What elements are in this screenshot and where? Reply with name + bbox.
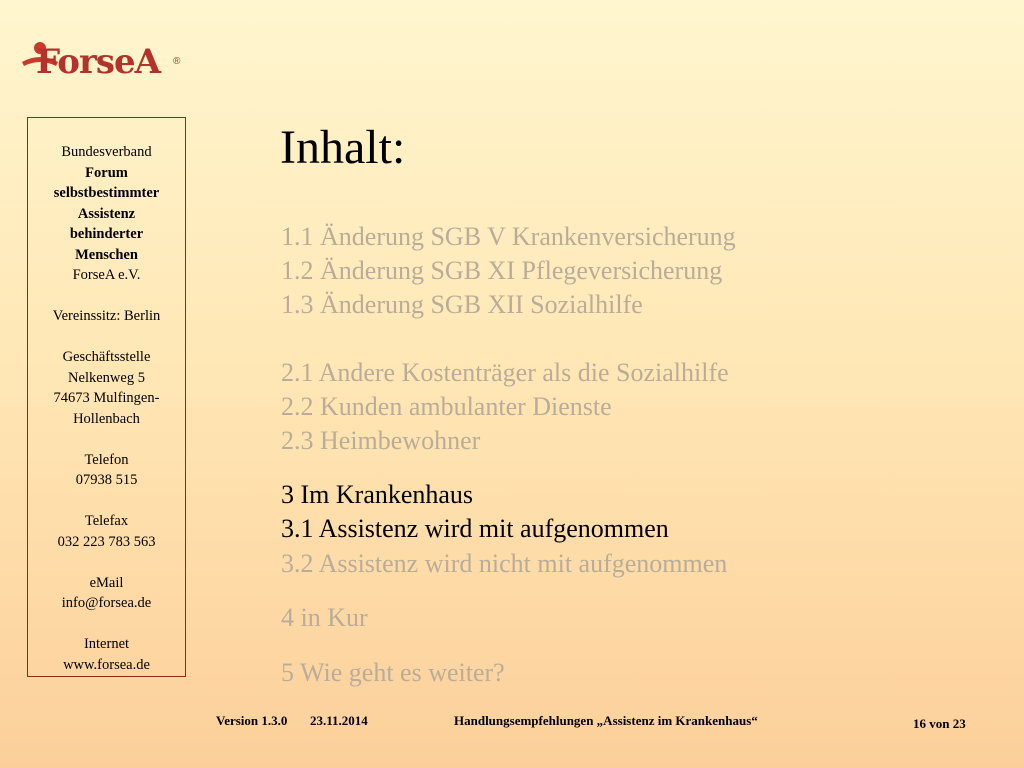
- sidebar-spacer: [28, 286, 185, 307]
- sidebar-line: Menschen: [75, 246, 138, 263]
- toc-item: 1.3 Änderung SGB XII Sozialhilfe: [281, 290, 643, 319]
- sidebar-line: Forum: [85, 164, 128, 181]
- toc-item: 1.1 Änderung SGB V Krankenversicherung: [281, 222, 736, 251]
- toc-item: 3.2 Assistenz wird nicht mit aufgenommen: [281, 549, 728, 578]
- sidebar-line: eMail: [89, 574, 124, 591]
- toc-item: 1.2 Änderung SGB XI Pflegeversicherung: [281, 256, 723, 285]
- sidebar-line: 032 223 783 563: [57, 533, 156, 550]
- sidebar-line: Telefax: [84, 513, 129, 529]
- footer-date: 23.11.2014: [310, 713, 368, 728]
- sidebar-line: Geschäftsstelle: [62, 349, 151, 365]
- sidebar-spacer: [28, 614, 185, 635]
- sidebar-spacer: [28, 327, 185, 348]
- toc-item: 3 Im Krankenhaus: [281, 480, 474, 509]
- page-number: 16 von 23: [913, 716, 966, 731]
- toc-item: 2.2 Kunden ambulanter Dienste: [281, 392, 612, 421]
- sidebar-spacer: [28, 552, 185, 573]
- sidebar-line: www.forsea.de: [63, 656, 150, 673]
- logo-registered-mark: ®: [173, 56, 181, 67]
- sidebar-line: Internet: [83, 636, 130, 652]
- sidebar-line: ForseA e.V.: [72, 267, 141, 283]
- footer-doc-title: Handlungsempfehlungen „Assistenz im Krankenhaus“: [454, 713, 758, 728]
- logo-text: ForseA: [36, 42, 161, 82]
- sidebar-line: Bundesverband: [61, 144, 152, 160]
- sidebar-line: 74673 Mulfingen-: [53, 390, 160, 406]
- sidebar-line: 07938 515: [75, 472, 138, 488]
- sidebar-line: Nelkenweg 5: [68, 369, 145, 386]
- sidebar-spacer: [28, 491, 185, 512]
- toc-item: 4 in Kur: [281, 603, 368, 632]
- sidebar-line: Telefon: [84, 451, 129, 468]
- sidebar-spacer: [28, 429, 185, 450]
- sidebar-line: Hollenbach: [73, 410, 140, 427]
- sidebar-line: selbstbestimmter: [53, 185, 160, 201]
- sidebar-line: Assistenz: [77, 205, 136, 222]
- toc-item: 2.3 Heimbewohner: [281, 426, 481, 455]
- page-title: Inhalt:: [280, 121, 406, 174]
- footer-version: Version 1.3.0: [216, 713, 288, 728]
- toc-item: 5 Wie geht es weiter?: [281, 658, 505, 687]
- sidebar-line: info@forsea.de: [61, 595, 152, 611]
- toc-item: 3.1 Assistenz wird mit aufgenommen: [281, 514, 669, 543]
- forsea-logo: [20, 40, 188, 90]
- sidebar-line: Vereinssitz: Berlin: [52, 308, 161, 324]
- toc-item: 2.1 Andere Kostenträger als die Sozialhilfe: [281, 358, 729, 387]
- sidebar-contact-box: [27, 117, 186, 677]
- sidebar-line: behinderter: [69, 226, 144, 242]
